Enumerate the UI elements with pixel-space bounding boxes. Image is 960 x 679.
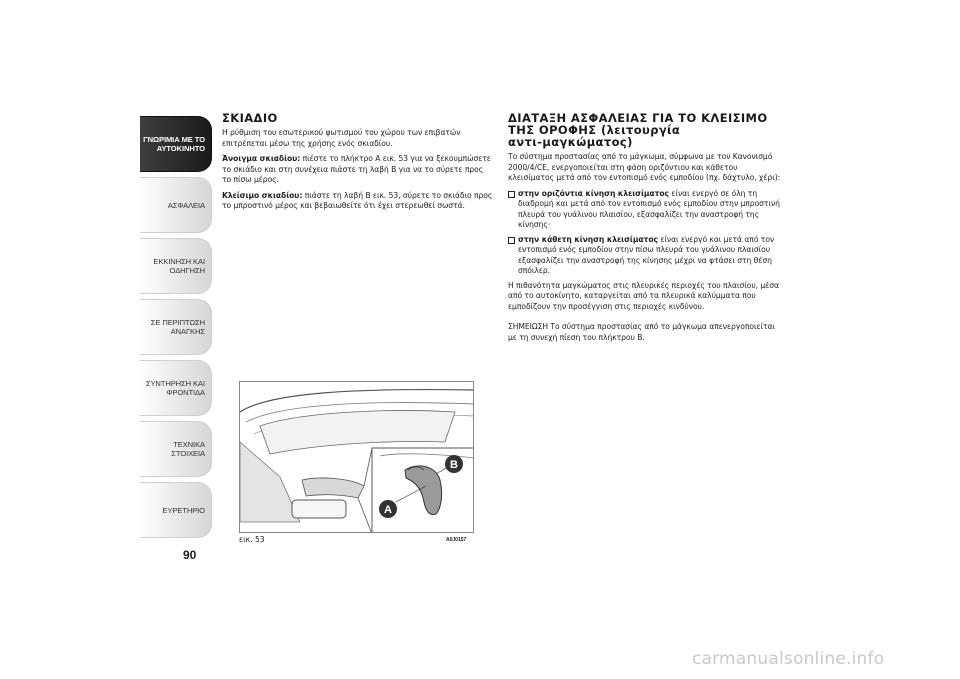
bullet-label: στην οριζόντια κίνηση κλεισίματος	[518, 188, 670, 198]
tab-index[interactable]	[140, 482, 212, 538]
tab-label: ΓΝΩΡΙΜΙΑ ΜΕ ΤΟ ΑΥΤΟΚΙΝΗΤΟ	[143, 135, 205, 153]
watermark: carmanualsonline.info	[692, 649, 885, 669]
bullet-text: είναι ενεργό σε όλη τη διαδρομή και μετά από τον εντοπισμό ενός εμποδίου στην μπροστινή πλευρά του γυάλινου πλαισίου, εξασφαλίζει την αναστροφή της κίνησης·	[518, 188, 780, 229]
callout-a-label: A	[384, 504, 392, 516]
list-item	[508, 235, 783, 277]
close-instructions	[222, 191, 494, 212]
page-number: 90	[183, 548, 197, 562]
section-title	[508, 112, 783, 148]
tab-label: ΤΕΧΝΙΚΑ ΣΤΟΙΧΕΙΑ	[171, 440, 205, 458]
section-intro: Η ρύθμιση του εσωτερικού φωτισμού του χώρου των επιβατών επιτρέπεται μέσω της χρήσης ενός σκιαδίου.	[222, 128, 461, 148]
figure-53	[239, 381, 474, 533]
tab-label: ΣΕ ΠΕΡΙΠΤΩΣΗ ΑΝΑΓΚΗΣ	[150, 318, 205, 336]
note-paragraph: ΣΗΜΕΙΩΣΗ Το σύστημα προστασίας από το μάγκωμα απενεργοποιείται με τη συνεχή πίεση του πλήκτρου B.	[508, 322, 776, 342]
tab-maintenance[interactable]	[140, 360, 212, 416]
tab-label: ΕΚΚΙΝΗΣΗ ΚΑΙ ΟΔΗΓΗΣΗ	[153, 257, 205, 275]
anti-pinch-section	[508, 112, 783, 348]
bullet-text: είναι ενεργό και μετά από τον εντοπισμό ενός εμποδίου στην πίσω πλευρά του γυάλινου πλαισίου εξασφαλίζει την αναστροφή της κίνησης μέχρι να φτάσει στη θέση σπόιλερ.	[518, 234, 775, 275]
side-areas-paragraph: Η πιθανότητα μαγκώματος στις πλευρικές περιοχές του πλαισίου, μέσα από το αυτοκίνητο, καταργείται από τα πλευρικά καλύμματα που εμποδίζουν την προσέγγιση στις περιοχές κινδύνου.	[508, 280, 779, 311]
tab-label: ΑΣΦΑΛΕΙΑ	[167, 200, 205, 210]
open-instructions	[222, 154, 494, 186]
checkbox-bullet-icon	[508, 237, 515, 244]
tab-technical-data[interactable]	[140, 421, 212, 477]
title-line-1: ΔΙΑΤΑΞΗ ΑΣΦΑΛΕΙΑΣ ΓΙΑ ΤΟ ΚΛΕΙΣΙΜΟ	[508, 111, 768, 125]
tab-label: ΕΥΡΕΤΗΡΙΟ	[162, 505, 205, 515]
title-line-3: αντι-μαγκώματος)	[508, 135, 633, 149]
list-item	[508, 189, 783, 231]
close-label: Κλείσιμο σκιαδίου:	[222, 190, 303, 200]
sunshade-section	[222, 112, 494, 217]
tab-emergency[interactable]	[140, 299, 212, 355]
section-intro: Το σύστημα προστασίας από το μάγκωμα, σύμφωνα με τον Κανονισμό 2000/4/CE, ενεργοποιείται στη φάση οριζόντιου και κάθετου κλεισίματος μετά από τον εντοπισμό ενός εμποδίου (πχ. δάχτυλο, χέρι):	[508, 152, 781, 182]
roof-sunshade-illustration	[240, 382, 474, 533]
callout-b-label: B	[450, 459, 458, 471]
tab-label: ΣΥΝΤΗΡΗΣΗ ΚΑΙ ΦΡΟΝΤΙΔΑ	[145, 379, 205, 397]
bullet-label: στην κάθετη κίνηση κλεισίματος	[518, 234, 658, 244]
open-text: πιέστε το πλήκτρο A εικ. 53 για να ξεκουμπώσετε το σκιάδιο και στη συνέχεια πιάστε τη λαβή B για να το σύρετε προς το πίσω μέρος.	[222, 154, 491, 184]
tab-getting-to-know[interactable]	[140, 116, 212, 172]
figure-code: A0J0157	[446, 537, 467, 543]
tab-starting-driving[interactable]	[140, 238, 212, 294]
tab-safety[interactable]	[140, 177, 212, 233]
chapter-tabs	[140, 116, 212, 543]
close-text: πιάστε τη λαβή B εικ. 53, σύρετε το σκιάδιο προς το μπροστινό μέρος και βεβαιωθείτε ότι έχει στερεωθεί σωστά.	[222, 190, 493, 210]
title-line-2: ΤΗΣ ΟΡΟΦΗΣ (λειτουργία	[508, 123, 681, 137]
section-title: ΣΚΙΑΔΙΟ	[222, 111, 278, 125]
open-label: Άνοιγμα σκιαδίου:	[222, 154, 301, 163]
checkbox-bullet-icon	[508, 191, 515, 198]
figure-caption: εικ. 53	[239, 535, 265, 544]
